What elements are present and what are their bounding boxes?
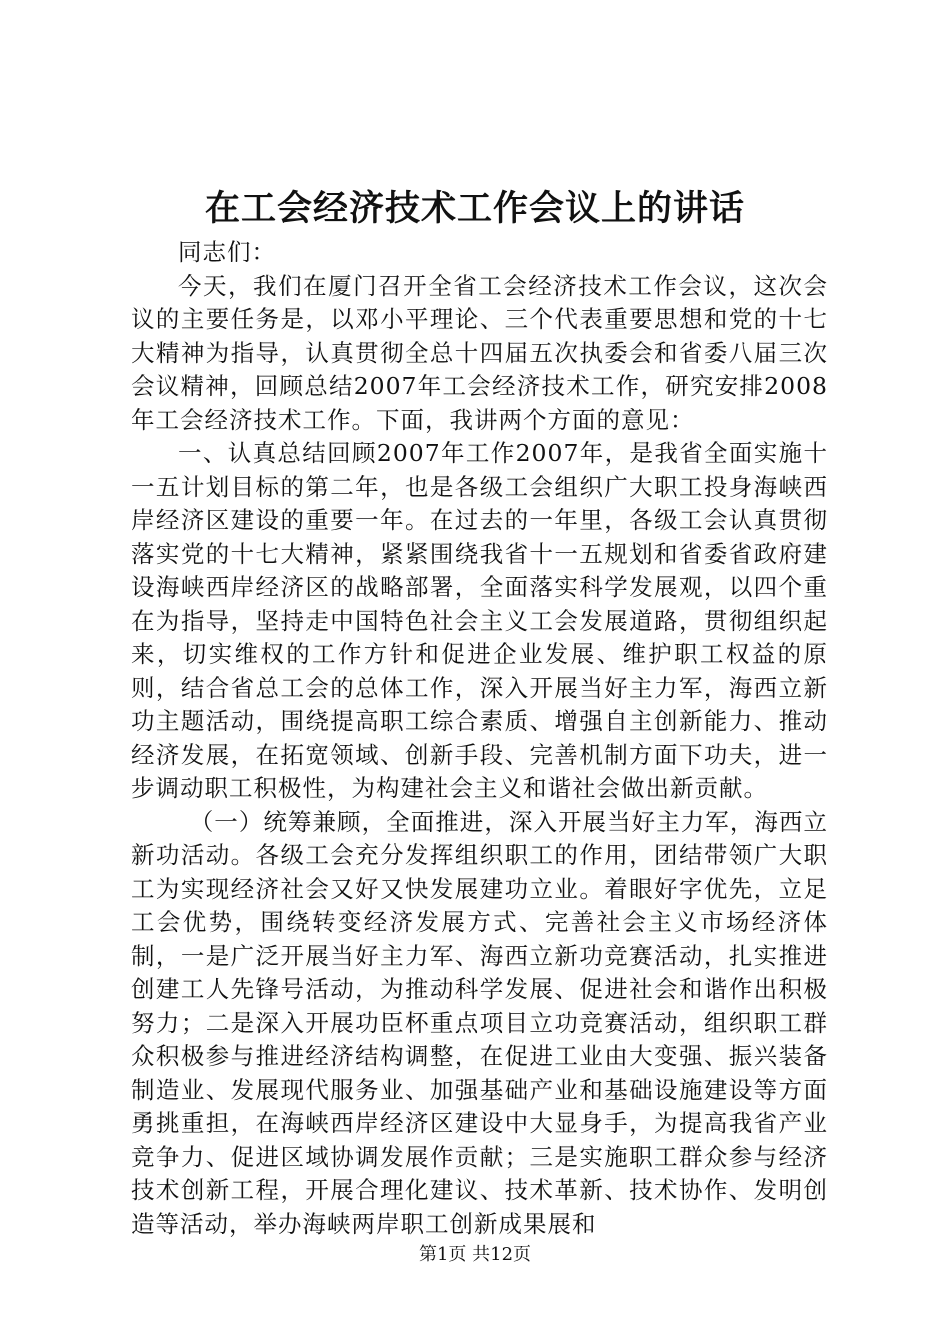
document-body bbox=[131, 236, 828, 1241]
salutation-paragraph: 同志们： bbox=[178, 238, 276, 266]
section-one-paragraph: 一、认真总结回顾2007年工作2007年，是我省全面实施十一五计划目标的第二年，也是各级工会组织广大职工投身海峡西岸经济区建设的重要一年。在过去的一年里，各级工会认真贯彻落实党的十七大精神，紧紧围绕我省十一五规划和省委省政府建设海峡西岸经济区的战略部署，全面落实科学发展观，以四个重在为指导，坚持走中国特色社会主义工会发展道路，贯彻组织起来，切实维权的工作方针和促进企业发展、维护职工权益的原则，结合省总工会的总体工作，深入开展当好主力军，海西立新功主题活动，围绕提高职工综合素质、增强自主创新能力、推动经济发展，在拓宽领域、创新手段、完善机制方面下功夫，进一步调动职工积极性，为构建社会主义和谐社会做出新贡献。 bbox=[131, 439, 828, 802]
subsection-one-paragraph: （一）统筹兼顾，全面推进，深入开展当好主力军，海西立新功活动。各级工会充分发挥组织职工的作用，团结带领广大职工为实现经济社会又好又快发展建功立业。着眼好字优先，立足工会优势，围绕转变经济发展方式、完善社会主义市场经济体制，一是广泛开展当好主力军、海西立新功竞赛活动，扎实推进创建工人先锋号活动，为推动科学发展、促进社会和谐作出积极努力；二是深入开展功臣杯重点项目立功竞赛活动，组织职工群众积极参与推进经济结构调整，在促进工业由大变强、振兴装备制造业、发展现代服务业、加强基础产业和基础设施建设等方面勇挑重担，在海峡西岸经济区建设中大显身手，为提高我省产业竞争力、促进区域协调发展作贡献；三是实施职工群众参与经济技术创新工程，开展合理化建议、技术革新、技术协作、发明创造等活动，举办海峡两岸职工创新成果展和 bbox=[131, 807, 828, 1238]
document-title: 在工会经济技术工作会议上的讲话 bbox=[204, 188, 745, 229]
page-number-footer: 第1页 共12页 bbox=[418, 1244, 532, 1265]
intro-paragraph: 今天，我们在厦门召开全省工会经济技术工作会议，这次会议的主要任务是，以邓小平理论、三个代表重要思想和党的十七大精神为指导，认真贯彻全总十四届五次执委会和省委八届三次会议精神，回顾总结2007年工会经济技术工作，研究安排2008年工会经济技术工作。下面，我讲两个方面的意见： bbox=[131, 271, 828, 434]
